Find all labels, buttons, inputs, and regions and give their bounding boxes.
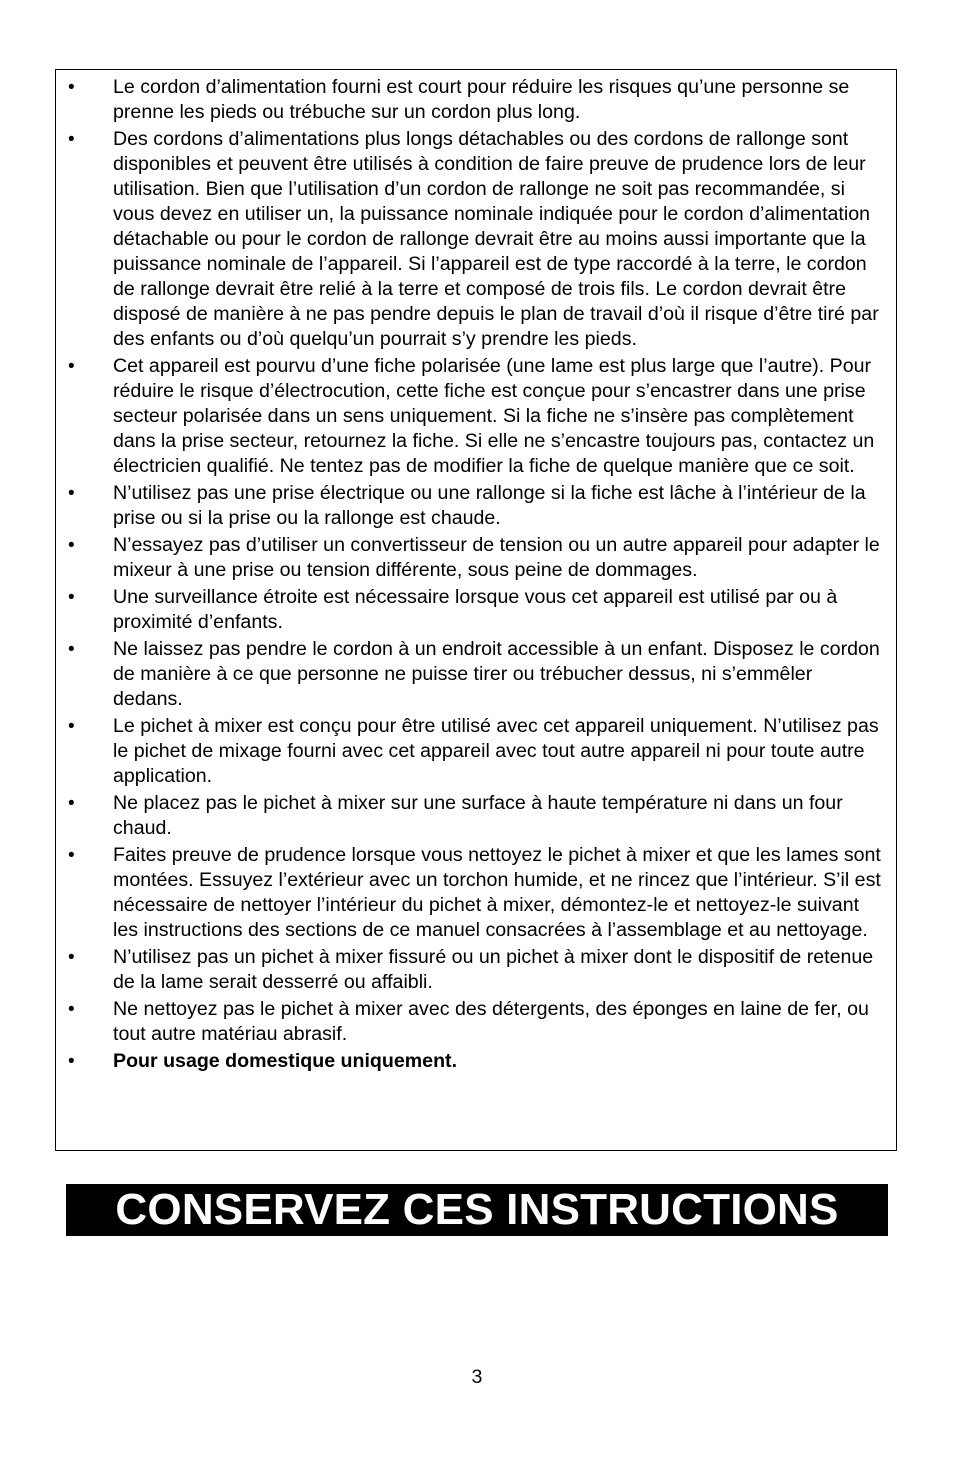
bullet-icon: • [68,77,75,98]
list-item [56,843,896,943]
bullet-icon: • [68,947,75,968]
bullet-icon: • [68,535,75,556]
list-item-text: Des cordons d’alimentations plus longs détachables ou des cordons de rallonge sont disponibles et peuvent être utilisés à condition de faire preuve de prudence lors de leur utilisation. Bien que l’utilisation d’un cordon de rallonge ne soit pas recommandée, si vous devez en utiliser un, la puissance nominale indiquée pour le cordon d’alimentation détachable ou pour le cordon de rallonge devrait être au moins aussi importante que la puissance nominale de l’appareil. Si l’appareil est de type raccordé à la terre, le cordon de rallonge devrait être relié à la terre et composé de trois fils. Le cordon devrait être disposé de manière à ne pas pendre depuis le plan de travail d’où il risque d’être tiré par des enfants ou d’où quelqu’un pourrait s’y prendre les pieds. [113,128,879,350]
list-item-text: N’utilisez pas un pichet à mixer fissuré ou un pichet à mixer dont le dispositif de retenue de la lame serait desserré ou affaibli. [113,946,874,993]
list-item [56,533,896,583]
bullet-icon: • [68,1051,75,1072]
safety-instructions-box [55,69,897,1151]
list-item [56,354,896,479]
list-item [56,637,896,712]
list-item-text: Faites preuve de prudence lorsque vous nettoyez le pichet à mixer et que les lames sont montées. Essuyez l’extérieur avec un torchon humide, et ne rincez que l’intérieur. S’il est nécessaire de nettoyer l’intérieur du pichet à mixer, démontez-le et nettoyez-le suivant les instructions des sections de ce manuel consacrées à l’assemblage et au nettoyage. [113,844,881,941]
bullet-icon: • [68,716,75,737]
list-item [56,997,896,1047]
safety-instructions-list [56,75,896,1076]
bullet-icon: • [68,639,75,660]
list-item-text: Ne laissez pas pendre le cordon à un endroit accessible à un enfant. Disposez le cordon de manière à ce que personne ne puisse tirer ou trébucher dessus, ni s’emmêler dedans. [113,638,880,710]
bullet-icon: • [68,483,75,504]
list-item [56,714,896,789]
list-item-text: Cet appareil est pourvu d’une fiche polarisée (une lame est plus large que l’autre). Pour réduire le risque d’électrocution, cette fiche est conçue pour s’encastrer dans une prise secteur polarisée dans un sens uniquement. Si la fiche ne s’insère pas complètement dans la prise secteur, retournez la fiche. Si elle ne s’encastre toujours pas, contactez un électricien qualifié. Ne tentez pas de modifier la fiche de quelque manière que ce soit. [113,355,875,477]
bullet-icon: • [68,845,75,866]
list-item [56,791,896,841]
list-item-text: N’utilisez pas une prise électrique ou une rallonge si la fiche est lâche à l’intérieur de la prise ou si la prise ou la rallonge est chaude. [113,482,866,529]
save-instructions-banner: CONSERVEZ CES INSTRUCTIONS [66,1184,888,1236]
list-item-text: Le cordon d’alimentation fourni est court pour réduire les risques qu’une personne se prenne les pieds ou trébuche sur un cordon plus long. [113,76,850,123]
list-item-text: Le pichet à mixer est conçu pour être utilisé avec cet appareil uniquement. N’utilisez pas le pichet de mixage fourni avec cet appareil avec tout autre appareil ni pour toute autre application. [113,715,879,787]
bullet-icon: • [68,129,75,150]
bullet-icon: • [68,793,75,814]
list-item [56,585,896,635]
list-item-text: Pour usage domestique uniquement. [113,1050,458,1072]
list-item-text: Ne nettoyez pas le pichet à mixer avec des détergents, des éponges en laine de fer, ou tout autre matériau abrasif. [113,998,869,1045]
list-item [56,75,896,125]
list-item-text: Une surveillance étroite est nécessaire lorsque vous cet appareil est utilisé par ou à proximité d’enfants. [113,586,838,633]
list-item [56,481,896,531]
bullet-icon: • [68,587,75,608]
bullet-icon: • [68,356,75,377]
list-item-text: N’essayez pas d’utiliser un convertisseur de tension ou un autre appareil pour adapter le mixeur à une prise ou tension différente, sous peine de dommages. [113,534,880,581]
list-item-text: Ne placez pas le pichet à mixer sur une surface à haute température ni dans un four chaud. [113,792,843,839]
list-item [56,945,896,995]
list-item [56,127,896,352]
bullet-icon: • [68,999,75,1020]
page-number: 3 [471,1366,483,1388]
list-item-domestic-use [56,1049,896,1074]
